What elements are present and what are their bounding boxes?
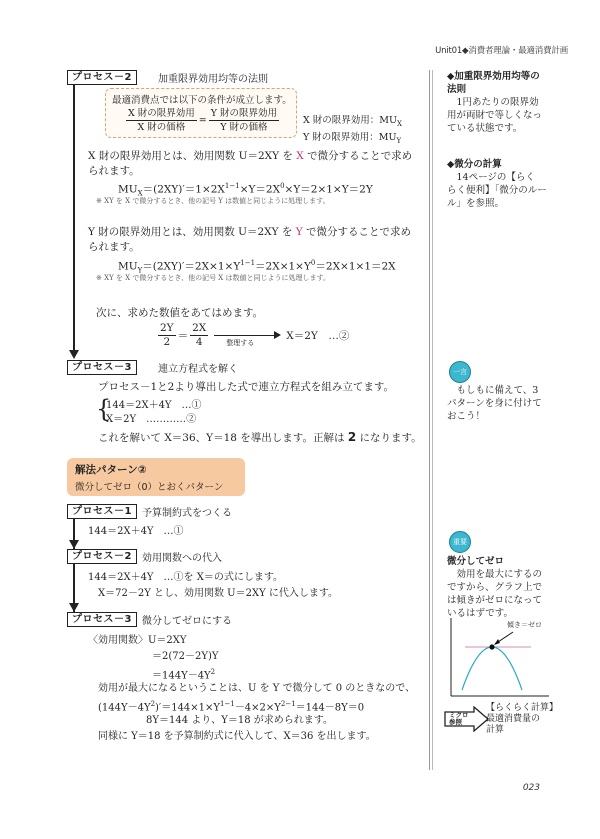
sidebar-divider-inner [432,70,433,770]
y-fraction: $\frac{\text{Y 財の限界効用}}{\text{Y 財の価格}}$ [210,108,278,133]
arrow-right-icon: 整理する [214,323,282,349]
sidebar-divider [429,70,430,770]
utility-line-2: ＝2(72－2Y)Y [152,651,219,662]
hitokoto-badge-icon: 一言 [449,361,471,383]
sidebar-note-equal-marginal: ◆加重限界効用均等の 法則 1円あたりの限界効 用が両財で等しくなっ ている状態です。 [447,71,543,134]
process-2b-title: 効用関数への代入 [142,553,222,564]
process-2b-label: プロセス－2 [67,549,137,564]
x-fraction: $\frac{\text{X 財の限界効用}}{\text{X 財の価格}}$ [128,108,195,133]
brace-icon: { [96,395,112,423]
process-2-title: 加重限界効用均等の法則 [158,74,268,85]
important-badge-icon: 重要 [449,531,471,553]
mu-x-formula: $MU_X=(2XY)'=1\times 2X^{1-1}\times Y=2X^0\times Y=2\times 1\times Y=2Y$ [118,182,373,198]
condition-equation: $\frac{\text{X 財の限界効用}}{\text{X 財の価格}}$ = $\frac{\text{Y 財の限界効用}}{\text{Y 財の価格}}$ [128,108,278,133]
y-mu-paragraph-cont: られます。 [88,241,140,253]
equation-2: X＝2Y …………② [106,414,197,425]
page-number: 023 [522,783,540,793]
y-mu-paragraph: Y 財の限界効用とは、効用関数 U＝2XY を Y で微分することで求め [88,226,411,238]
pattern-2-header: 解法パターン② 微分してゼロ（0）とおくパターン [67,458,245,496]
condition-box [105,88,297,138]
mu-legend: X 財の限界効用：$MU_X$ Y 財の限界効用：$MU_Y$ [303,115,403,145]
arrow-down-icon [69,540,79,549]
derivative-formula: $(144Y-4Y^2)'=144\times 1\times Y^{1-1}-4\times 2\times Y^{2-1}=144-8Y=0$ [98,700,365,714]
slope-zero-label: 傾き＝ゼロ [507,621,542,629]
process-3b-title: 微分してゼロにする [142,616,232,627]
equation-1: 144＝2X＋4Y …① [106,400,202,411]
solve-conclusion: これを解いて X＝36、Y＝18 を導出します。正解は 2 になります。 [98,430,422,444]
solve-x-line: 同様に Y＝18 を予算制約式に代入して、X＝36 を出します。 [98,731,376,742]
process-2-label: プロセス－2 [67,70,137,85]
condition-intro: 最適消費点では以下の条件が成立します。 [112,95,292,106]
process-3b-label: プロセス－3 [67,612,137,627]
utility-line-1: 〈効用関数〉U＝2XY [88,635,187,646]
mu-y-formula: $MU_Y=(2XY)'=2X\times 1\times Y^{1-1}=2X\times 1\times Y^0=2X\times 1\times 1=2X$ [118,259,396,275]
process-1-title: 予算制約式をつくる [142,508,232,519]
y-note: ※ XY を X で微分するとき、他の記号 X は数値と同じように処理します。 [96,274,330,282]
arrow-down-icon [69,603,79,612]
sidebar-note-derivative: ◆微分の計算 14ページの【らく らく便利】「微分のルー ル」を参照。 [447,159,547,209]
process-3-title: 連立方程式を解く [158,364,238,375]
x-mu-paragraph: X 財の限界効用とは、効用関数 U＝2XY を X で微分することで求め [88,150,413,162]
substitution-line-2: X＝72－2Y とし、効用関数 U＝2XY に代入します。 [98,588,339,599]
parabola-graph-icon [449,618,549,698]
derivative-explanation: 効用が最大になるということは、U を Y で微分して 0 のときなので、 [98,683,416,694]
sidebar-note-tip: もしもに備えて、3 パターンを身に付けて おこう！ [447,385,542,422]
sidebar-note-zero-slope: 微分してゼロ 効用を最大にするの ですから、グラフ上で は傾きがゼロになって いるはずです。 [447,556,543,619]
process-flow-line [73,84,75,352]
process-1-label: プロセス－1 [67,504,137,519]
solve-intro: プロセス－1と2より導出した式で連立方程式を組み立てます。 [98,381,395,393]
process-3-label: プロセス－3 [67,360,137,375]
answer-number: 2 [347,430,357,444]
running-header: Unit01◆消費者理論・最適消費計画 [435,46,568,56]
zero-slope-graph [449,618,549,698]
substitute-intro: 次に、求めた数値をあてはめます。 [96,307,264,319]
micro-reference-link[interactable]: 【らくらく計算】 最適消費量の 計算 [486,703,559,735]
micro-reference-arrow-icon: ミクロ 参照 [444,706,490,732]
substitution-line-1: 144＝2X＋4Y …①を X＝の式にします。 [88,572,284,583]
substitute-equation: $\frac{2Y}{2}$ ＝ $\frac{2X}{4}$ 整理する X＝2Y …② [160,322,350,348]
budget-equation: 144＝2X＋4Y …① [88,526,184,537]
x-note: ※ XY を X で微分するとき、他の記号 Y は数値と同じように処理します。 [96,197,330,205]
solve-y-line: 8Y＝144 より、Y＝18 が求められます。 [146,715,333,726]
utility-line-3: $=144Y-4Y^2$ [152,668,216,682]
x-mu-paragraph-cont: られます。 [88,165,140,177]
arrow-down-icon [69,350,79,359]
